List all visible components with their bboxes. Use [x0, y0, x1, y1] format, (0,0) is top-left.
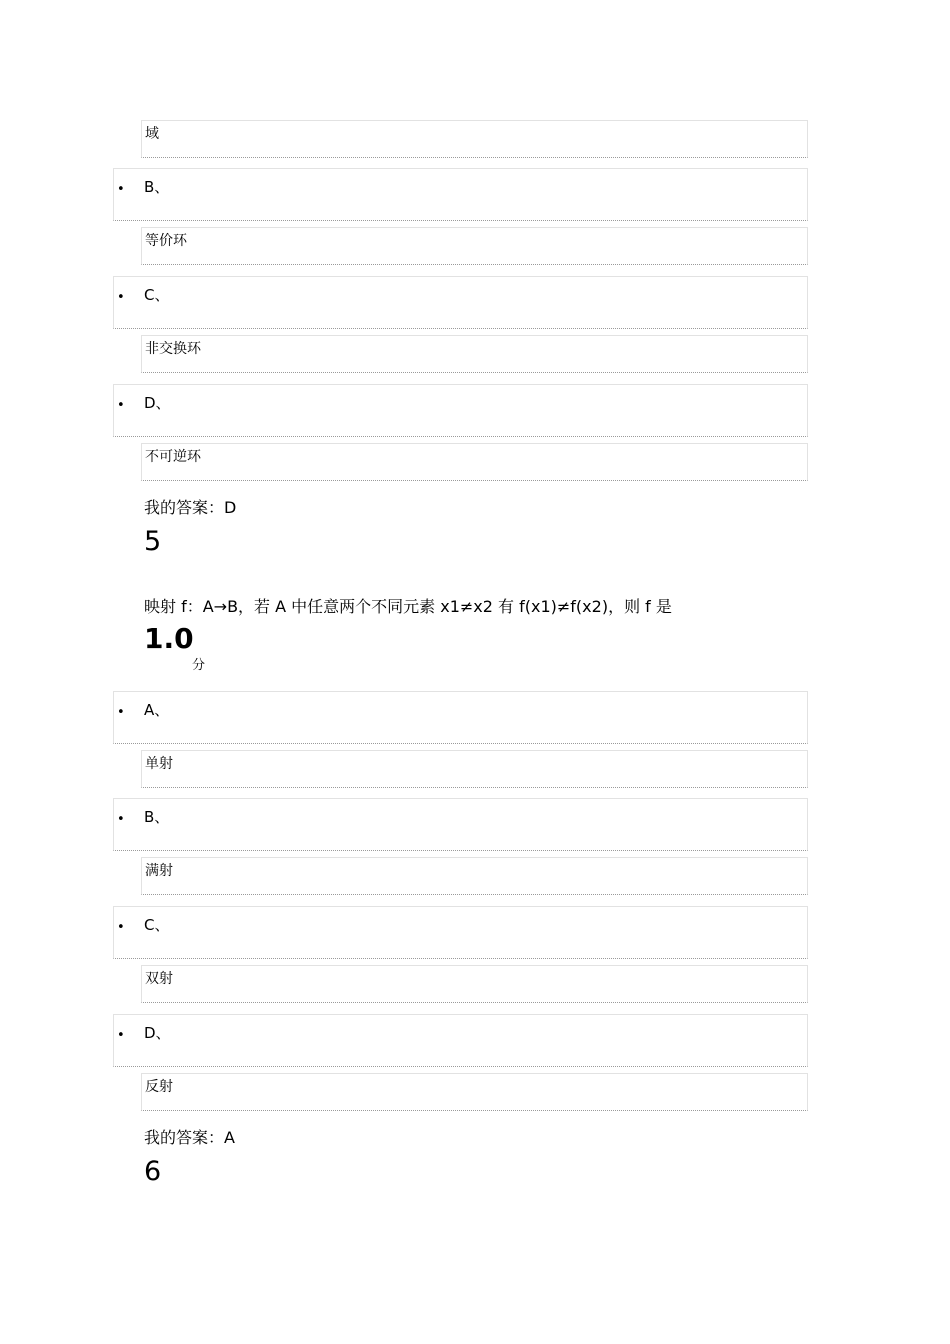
option-value: 反射 [145, 1079, 173, 1095]
option-letter: B、 [144, 808, 170, 826]
question-number: 5 [144, 526, 162, 557]
score-unit: 分 [192, 658, 206, 673]
bullet-icon: • [117, 812, 125, 827]
option-value: 单射 [145, 756, 173, 772]
question-number: 6 [144, 1156, 162, 1187]
option-letter: C、 [144, 286, 170, 304]
my-answer: 我的答案：A [144, 1128, 235, 1147]
my-answer: 我的答案：D [144, 498, 237, 517]
option-letter: D、 [144, 394, 171, 412]
question-score: 1.0 [144, 622, 194, 655]
bullet-icon: • [117, 920, 125, 935]
option-value-box [141, 443, 808, 481]
bullet-icon: • [117, 1028, 125, 1043]
option-value: 双射 [145, 971, 173, 987]
option-value-box [141, 750, 808, 788]
option-letter: C、 [144, 916, 170, 934]
option-value-box [141, 1073, 808, 1111]
option-row-b[interactable] [113, 168, 808, 221]
question-text: 映射 f：A→B，若 A 中任意两个不同元素 x1≠x2 有 f(x1)≠f(x2)，则 f 是 [144, 597, 672, 616]
option-row-a[interactable] [113, 691, 808, 744]
option-letter: A、 [144, 701, 170, 719]
option-value: 域 [145, 126, 159, 142]
option-row-b[interactable] [113, 798, 808, 851]
bullet-icon: • [117, 290, 125, 305]
option-row-d[interactable] [113, 384, 808, 437]
option-value-box [141, 335, 808, 373]
bullet-icon: • [117, 182, 125, 197]
option-row-c[interactable] [113, 276, 808, 329]
option-value-box [141, 120, 808, 158]
bullet-icon: • [117, 398, 125, 413]
option-value: 不可逆环 [145, 449, 201, 465]
option-value-box [141, 857, 808, 895]
option-value-box [141, 227, 808, 265]
option-value-box [141, 965, 808, 1003]
option-value: 非交换环 [145, 341, 201, 357]
bullet-icon: • [117, 705, 125, 720]
option-letter: D、 [144, 1024, 171, 1042]
option-value: 等价环 [145, 233, 187, 249]
option-value: 满射 [145, 863, 173, 879]
option-row-d[interactable] [113, 1014, 808, 1067]
option-letter: B、 [144, 178, 170, 196]
option-row-c[interactable] [113, 906, 808, 959]
